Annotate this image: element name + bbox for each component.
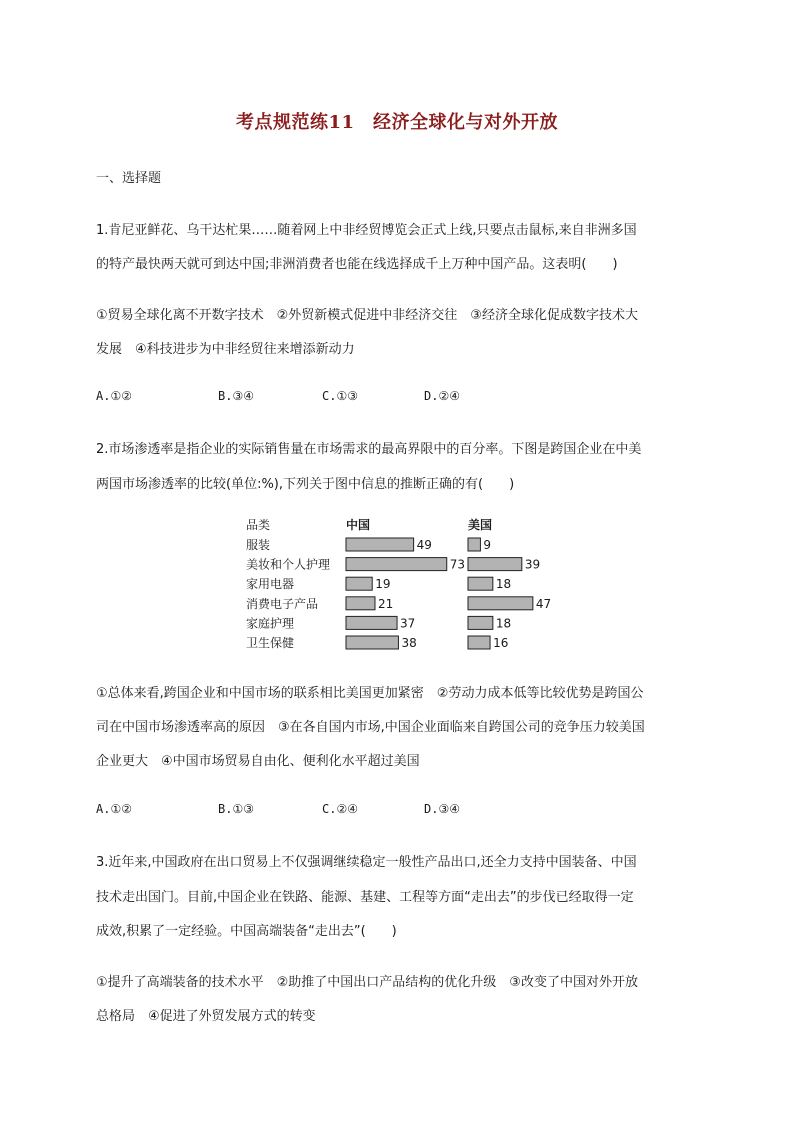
chart-category-label: 消费电子产品: [246, 596, 319, 611]
chart-category-label: 服装: [246, 538, 271, 552]
chart-value-label-usa: 18: [495, 577, 512, 592]
chart-bar-china: [346, 616, 397, 629]
chart-bar-usa: [468, 597, 533, 610]
chart-category-label: 家用电器: [246, 577, 295, 592]
q3-stem-line3: 成效,积累了一定经验。中国高端装备“走出去”( ): [96, 924, 397, 939]
chart-value-label-china: 38: [401, 636, 417, 650]
chart-bar-china: [346, 558, 447, 571]
q3-statements-line2: 总格局 ④促进了外贸发展方式的转变: [96, 1009, 316, 1024]
chart-category-label: 美妆和个人护理: [246, 557, 331, 572]
q2-statements-line1: ①总体来看,跨国企业和中国市场的联系相比美国更加紧密 ②劳动力成本低等比较优势是跨国公: [96, 686, 644, 701]
chart-bar-usa: [468, 538, 480, 551]
q2-option-a: A.①②: [96, 802, 132, 816]
q2-statements-line2: 司在中国市场渗透率高的原因 ③在各自国内市场,中国企业面临来自跨国公司的竞争压力较美国: [96, 720, 645, 735]
chart-value-label-china: 49: [416, 538, 432, 552]
page-title: 考点规范练11 经济全球化与对外开放: [235, 112, 559, 133]
q1-stem-line1: 1.肯尼亚鲜花、乌干达杧果……随着网上中非经贸博览会正式上线,只要点击鼠标,来自非洲多国: [96, 223, 637, 238]
chart-value-label-usa: 9: [483, 538, 492, 552]
chart-category-header: 品类: [246, 518, 271, 532]
q2-stem-line1: 2.市场渗透率是指企业的实际销售量在市场需求的最高界限中的百分率。下图是跨国企业在中美: [96, 442, 642, 457]
chart-value-label-china: 37: [400, 616, 416, 631]
q3-stem-line1: 3.近年来,中国政府在出口贸易上不仅强调继续稳定一般性产品出口,还全力支持中国装备、中国: [96, 855, 637, 870]
chart-series-header-china: 中国: [346, 518, 371, 532]
q1-stem-line2: 的特产最快两天就可到达中国;非洲消费者也能在线选择成千上万种中国产品。这表明( ): [96, 257, 618, 272]
q2-statements-line3: 企业更大 ④中国市场贸易自由化、便利化水平超过美国: [96, 754, 420, 769]
q1-statements-line1: ①贸易全球化离不开数字技术 ②外贸新模式促进中非经济交往 ③经济全球化促成数字技术大: [96, 308, 638, 323]
q1-option-a: A.①②: [96, 389, 132, 403]
chart-value-label-usa: 47: [535, 596, 552, 611]
chart-bar-china: [346, 636, 398, 649]
q1-option-d: D.②④: [424, 389, 460, 403]
chart-value-label-china: 19: [375, 577, 391, 592]
chart-bar-usa: [468, 577, 493, 590]
q2-option-d: D.③④: [424, 802, 460, 816]
chart-bar-usa: [468, 636, 490, 649]
chart-value-label-usa: 16: [493, 636, 509, 650]
q3-statements-line1: ①提升了高端装备的技术水平 ②助推了中国出口产品结构的优化升级 ③改变了中国对外开放: [96, 975, 638, 990]
chart-value-label-china: 21: [377, 596, 394, 611]
q2-stem-line2: 两国市场渗透率的比较(单位:%),下列关于图中信息的推断正确的有( ): [96, 477, 515, 492]
q2-option-c: C.②④: [322, 802, 358, 816]
chart-series-header-usa: 美国: [468, 518, 493, 532]
chart-category-label: 家庭护理: [246, 616, 295, 631]
chart-value-label-china: 73: [449, 557, 466, 572]
chart-bar-usa: [468, 616, 493, 629]
q1-option-b: B.③④: [218, 389, 254, 403]
q2-option-b: B.①③: [218, 802, 254, 816]
chart-bar-china: [346, 597, 375, 610]
q1-statements-line2: 发展 ④科技进步为中非经贸往来增添新动力: [96, 342, 355, 357]
q3-stem-line2: 技术走出国门。目前,中国企业在铁路、能源、基建、工程等方面“走出去”的步伐已经取得一定: [96, 890, 634, 905]
chart-bar-usa: [468, 558, 522, 571]
chart-bar-china: [346, 577, 372, 590]
section-heading: 一、选择题: [96, 171, 162, 186]
chart-category-label: 卫生保健: [246, 636, 295, 650]
chart-value-label-usa: 18: [495, 616, 512, 631]
chart-bar-china: [346, 538, 414, 551]
q1-option-c: C.①③: [322, 389, 358, 403]
chart-value-label-usa: 39: [524, 557, 541, 572]
